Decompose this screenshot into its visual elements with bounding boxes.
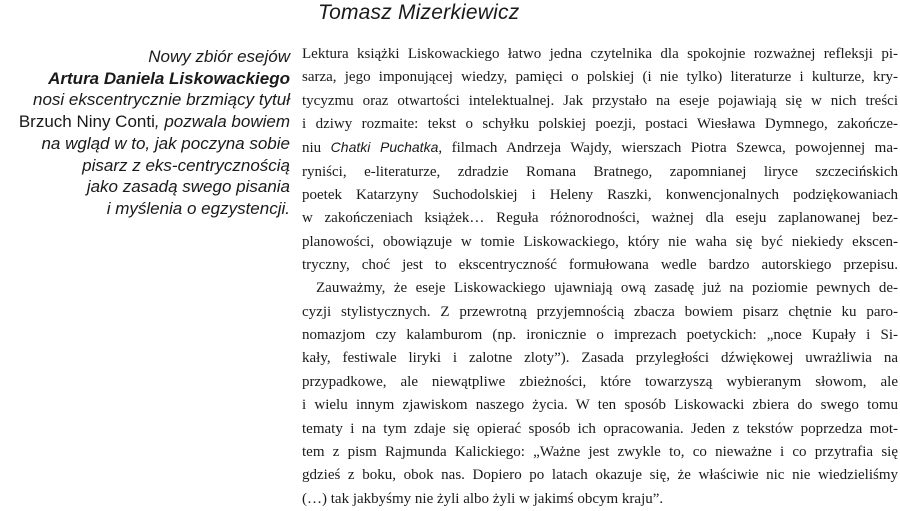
body-line: nomazjom czy kalamburom (np. ironicznie o imprezach poetyckich: „noce Kupały i Si- [302, 327, 898, 344]
body-line: i wielu innym zjawiskom naszego życia. W ten sposób Liskowacki zbiera do swego tomu [302, 397, 898, 414]
lead-line: nosi ekscentrycznie brzmiący tytuł [33, 90, 290, 110]
body-line: sarza, jego imponującej wiedzy, pamięci o polskiej (i nie tylko) literaturze i kulturze, kry- [302, 69, 898, 86]
lead-paragraph [0, 46, 290, 220]
lead-line [0, 111, 290, 133]
body-line: tem z pism Rajmunda Kalickiego: „Ważne jest zwykle to, co nieważne i co przytrafia się [302, 443, 898, 460]
body-line: tycyzmu oraz otwartości intelektualnej. Jak przystało na eseje pojawiają się w nich treści [302, 92, 898, 109]
body-line: (…) tak jakbyśmy nie żyli albo żyli w jakimś obcym kraju”. [302, 490, 664, 507]
body-line: Zauważmy, że eseje Liskowackiego ujawniają ową zasadę już na poziomie pewnych de- [316, 280, 898, 297]
paragraph-1 [302, 43, 898, 277]
lead-line: pisarz z eks-centrycznością [82, 155, 290, 175]
book-title: Brzuch Niny Conti [18, 112, 155, 132]
lead-line: jako zasadą swego pisania [86, 177, 290, 197]
article-body [302, 43, 898, 511]
body-line: w zakończeniach książek… Reguła różnorodności, ważnej dla eseju zaplanowanej bez- [302, 210, 898, 227]
body-line: tryczny, choć jest to ekscentryczność formułowana wedle bardzo autorskiego przepisu. [302, 257, 898, 274]
lead-line-author: Artura Daniela Liskowackiego [48, 68, 290, 88]
body-line: cyzji stylistycznych. Z przewrotną przyjemnością zbacza bowiem pisarz chętnie ku paro- [302, 303, 898, 320]
body-line: i dziwy rozmaite: tekst o schyłku polskiej poezji, postaci Wiesława Dymnego, zakończe- [302, 116, 898, 133]
lead-line: i myślenia o egzystencji. [106, 198, 290, 218]
body-line: przypadkowe, ale niewątpliwe zbieżności, które towarzyszą wybieranym słowom, ale [302, 373, 898, 390]
body-line: planowości, obowiązuje w tomie Liskowackiego, który nie waha się być niekiedy ekscen- [302, 233, 898, 250]
body-line: tematy i na tym zdaje się opierać sposób ich opracowania. Jeden z tekstów poprzedza mot- [302, 420, 898, 437]
body-line: poetek Katarzyny Suchodolskiej i Heleny Raszki, konwencjonalnych podziękowaniach [302, 187, 898, 204]
lead-line-rest: , pozwala bowiem [154, 112, 290, 132]
body-line-post: , filmach Andrzeja Wajdy, wierszach Piotra Szewca, powojennej ma- [438, 140, 898, 157]
body-line-pre: niu [302, 140, 331, 157]
paragraph-2 [302, 277, 898, 510]
body-line: gdzieś z boku, obok nas. Dopiero po latach okazuje się, że właściwie nic nie wiedzieliśmy [302, 467, 898, 484]
body-line: kały, festiwale liryki i zalotne zloty”). Zasada przyległości dźwiękowej uwrażliwia na [302, 350, 898, 367]
body-line: Lektura książki Liskowackiego łatwo jedna czytelnika dla spokojnie rozważnej refleksji pi- [302, 46, 898, 62]
lead-line: na wgląd w to, jak poczyna sobie [41, 133, 290, 153]
lead-line: Nowy zbiór esejów [148, 47, 290, 66]
body-line [302, 136, 898, 160]
book-title-chatka: Chatki Puchatka [330, 139, 439, 156]
body-line: ryniści, e-literaturze, zdradzie Romana Bratnego, zapomnianej liryce szczecińskich [302, 163, 898, 180]
author-name: Tomasz Mizerkiewicz [318, 1, 520, 24]
